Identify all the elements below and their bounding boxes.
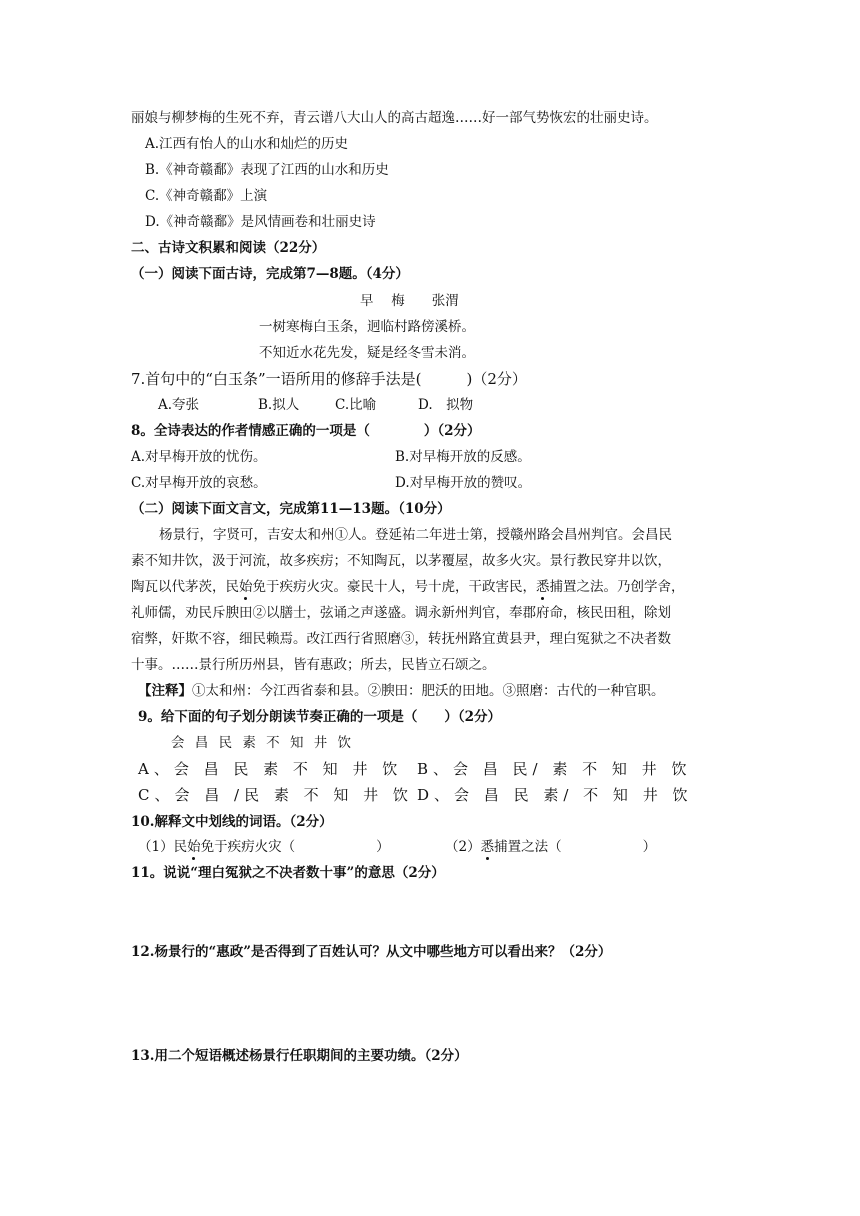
- question-8: 8。全诗表达的作者情感正确的一项是（ ）（2分）: [131, 423, 481, 439]
- option-b: B.《神奇赣鄱》表现了江西的山水和历史: [145, 162, 389, 178]
- annotation-note: [138, 681, 665, 701]
- option-c: C.《神奇赣鄱》上演: [145, 188, 268, 204]
- passage-line-1: 杨景行，字贤可，吉安太和州①人。登延祐二年进士第，授赣州路会昌州判官。会昌民: [159, 527, 672, 543]
- section-heading: 二、古诗文积累和阅读（22分）: [131, 240, 326, 256]
- passage-line-6: 十事。……景行所历州县，皆有惠政；所去，民皆立石颂之。: [131, 657, 496, 673]
- q9-sentence: 会 昌 民 素 不 知 井 饮: [171, 735, 355, 751]
- q9-option-d: D、会 昌 民 素/ 不 知 井 饮: [417, 786, 693, 804]
- part2-heading: （二）阅读下面文言文，完成第11—13题。（10分）: [131, 501, 451, 517]
- question-9: 9。给下面的句子划分朗读节奏正确的一项是（ ）（2分）: [138, 709, 502, 725]
- question-13: 13.用二个短语概述杨景行任职期间的主要功绩。（2分）: [131, 1048, 468, 1064]
- question-12: 12.杨景行的“惠政”是否得到了百姓认可？从文中哪些地方可以看出来？（2分）: [131, 944, 612, 960]
- q10-dotted-xi: 悉: [480, 839, 495, 855]
- intro-text-line: 丽娘与柳梦梅的生死不弃，青云谱八大山人的高古超逸……好一部气势恢宏的壮丽史诗。: [131, 110, 658, 126]
- q10-item-1-prefix: （1）民: [138, 839, 188, 855]
- q10-item-1-suffix: 免于疾疠火灾（ ）: [200, 839, 390, 855]
- q8-option-b: B.对早梅开放的反感。: [395, 449, 531, 465]
- passage-line-3-part-b: 免于疾疠火灾。豪民十人，号十虎，干政害民，: [252, 579, 536, 595]
- option-a: A.江西有怡人的山水和灿烂的历史: [145, 136, 349, 152]
- poem-line-2: 不知近水花先发，疑是经冬雪未消。: [259, 345, 475, 361]
- q7-option-d: D. 拟物: [418, 397, 474, 413]
- q10-item-2-prefix: （2）: [445, 839, 481, 855]
- poem-title: 早 梅 张渭: [360, 293, 459, 309]
- annotation-label: 【注释】: [138, 683, 192, 699]
- q10-item-2: [445, 837, 656, 857]
- q9-option-b: B、会 昌 民/ 素 不 知 井 饮: [417, 760, 692, 778]
- dotted-word-shi: 始: [239, 579, 253, 595]
- passage-line-3-part-c: 捕置之法。乃创学舍，: [549, 579, 685, 595]
- question-10: 10.解释文中划线的词语。（2分）: [131, 814, 333, 830]
- q9-option-c: C、会 昌 /民 素 不 知 井 饮: [138, 786, 413, 804]
- passage-line-3-part-a: 陶瓦以代茅茨，民: [131, 579, 239, 595]
- passage-line-3: [131, 577, 685, 597]
- annotation-text: ①太和州：今江西省泰和县。②腴田：肥沃的田地。③照磨：古代的一种官职。: [192, 683, 665, 699]
- q10-item-1: [138, 837, 390, 857]
- question-11: 11。说说“理白冤狱之不决者数十事”的意思（2分）: [131, 865, 445, 881]
- q8-option-a: A.对早梅开放的忧伤。: [131, 449, 267, 465]
- question-7: 7.首句中的“白玉条”一语所用的修辞手法是( )（2分）: [131, 370, 527, 388]
- dotted-word-xi: 悉: [536, 579, 550, 595]
- passage-line-4: 礼师儒，劝民斥腴田②以膳士，弦诵之声遂盛。调永新州判官，奉郡府命，核民田租，除划: [131, 605, 671, 621]
- q8-option-d: D.对早梅开放的赞叹。: [395, 475, 532, 491]
- q7-option-c: C.比喻: [335, 397, 377, 413]
- passage-line-5: 宿弊，奸欺不容，细民赖焉。改江西行省照磨③，转抚州路宜黄县尹，理白冤狱之不决者数: [131, 631, 671, 647]
- option-d: D.《神奇赣鄱》是风情画卷和壮丽史诗: [145, 214, 376, 230]
- q7-option-b: B.拟人: [258, 397, 300, 413]
- q8-option-c: C.对早梅开放的哀愁。: [131, 475, 267, 491]
- q9-option-a: A、会 昌 民 素 不 知 井 饮: [138, 760, 403, 778]
- poem-line-1: 一树寒梅白玉条，迥临村路傍溪桥。: [259, 319, 475, 335]
- passage-line-2: 素不知井饮，汲于河流，故多疾疠；不知陶瓦，以茅覆屋，故多火灾。景行教民穿井以饮，: [131, 553, 671, 569]
- q10-item-2-suffix: 捕置之法（ ）: [494, 839, 657, 855]
- q10-dotted-shi: 始: [187, 839, 201, 855]
- part1-heading: （一）阅读下面古诗，完成第7—8题。（4分）: [131, 266, 409, 282]
- q7-option-a: A.夸张: [158, 397, 200, 413]
